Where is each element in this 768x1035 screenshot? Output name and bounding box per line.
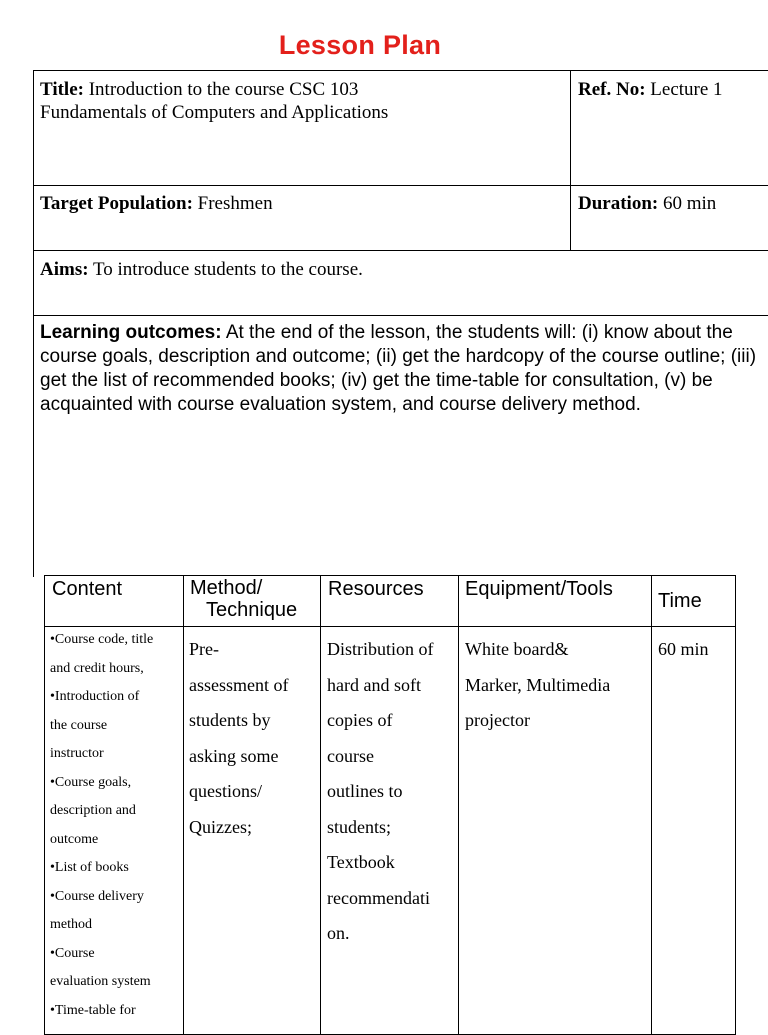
resources-line: course bbox=[327, 745, 374, 766]
header-content: Content bbox=[52, 578, 123, 600]
content-line: •Course bbox=[50, 945, 95, 961]
equipment-line: projector bbox=[465, 710, 530, 730]
time-column bbox=[658, 632, 709, 668]
method-line: assessment of bbox=[189, 674, 289, 695]
target-label: Target Population: bbox=[40, 193, 193, 214]
content-line: evaluation system bbox=[50, 974, 151, 989]
outcomes-row bbox=[33, 315, 768, 577]
plan-table bbox=[44, 575, 736, 1035]
document-title: Lesson Plan bbox=[278, 30, 442, 60]
content-line: the course bbox=[50, 717, 108, 733]
method-line: Quizzes; bbox=[189, 816, 252, 837]
resources-line: copies of bbox=[327, 710, 393, 730]
content-line: •Time-table for bbox=[50, 1002, 136, 1018]
method-column bbox=[189, 632, 288, 845]
resources-line: on. bbox=[327, 923, 350, 943]
title-row bbox=[33, 70, 768, 186]
method-line: Pre- bbox=[189, 639, 219, 659]
title-label: Title: bbox=[40, 79, 84, 100]
content-line: •Course delivery bbox=[50, 888, 144, 904]
ref-label: Ref. No: bbox=[578, 79, 646, 100]
outcomes-label: Learning outcomes: bbox=[40, 322, 222, 343]
col-divider-3 bbox=[458, 576, 459, 1034]
resources-line: students; bbox=[327, 816, 392, 837]
title-value-line2: Fundamentals of Computers and Applications bbox=[40, 102, 389, 123]
ref-value: Lecture 1 bbox=[650, 79, 723, 100]
title-value: Introduction to the course CSC 103 bbox=[88, 79, 359, 100]
duration-label: Duration: bbox=[578, 193, 659, 214]
target-cell bbox=[40, 192, 273, 215]
target-value: Freshmen bbox=[197, 193, 273, 214]
equipment-line: Marker, Multimedia bbox=[465, 674, 611, 695]
method-line: students by bbox=[189, 710, 271, 730]
content-column bbox=[50, 626, 153, 1025]
resources-line: Textbook bbox=[327, 852, 395, 872]
title-divider bbox=[570, 71, 571, 185]
content-line: •Introduction of bbox=[50, 689, 140, 704]
aims-row bbox=[33, 250, 768, 316]
content-line: outcome bbox=[50, 831, 99, 847]
header-method-line2: Technique bbox=[206, 599, 298, 621]
time-value: 60 min bbox=[658, 639, 709, 659]
content-line: method bbox=[50, 917, 92, 932]
aims-cell bbox=[40, 258, 363, 281]
content-line: •Course goals, bbox=[50, 774, 132, 790]
col-divider-2 bbox=[320, 576, 321, 1034]
resources-line: Distribution of bbox=[327, 639, 434, 659]
content-line: •List of books bbox=[50, 860, 129, 875]
target-row bbox=[33, 185, 768, 251]
outcomes-value: At the end of the lesson, the students will: (i) know about the course goals, description and outcome; (ii) get the hardcopy of the course outline; (iii) get the list of recommended books; (iv) get the time-table for consultation, (v) be acquainted with course evaluation system, and course delivery method. bbox=[40, 322, 757, 415]
outcomes-cell bbox=[40, 321, 764, 417]
content-line: •Course code, title bbox=[50, 632, 154, 647]
header-resources: Resources bbox=[328, 578, 424, 600]
header-method bbox=[190, 577, 320, 621]
method-line: questions/ bbox=[189, 781, 263, 801]
aims-value: To introduce students to the course. bbox=[92, 259, 363, 280]
col-divider-1 bbox=[183, 576, 184, 1034]
header-time: Time bbox=[658, 590, 702, 612]
duration-cell bbox=[578, 192, 716, 215]
col-divider-4 bbox=[651, 576, 652, 1034]
resources-line: outlines to bbox=[327, 781, 403, 801]
resources-line: recommendati bbox=[327, 887, 430, 908]
duration-value: 60 min bbox=[662, 193, 717, 214]
header-equipment: Equipment/Tools bbox=[465, 578, 613, 600]
aims-label: Aims: bbox=[40, 259, 89, 280]
ref-cell bbox=[578, 78, 723, 101]
title-cell bbox=[40, 78, 560, 124]
header-method-line1: Method/ bbox=[190, 577, 263, 599]
content-line: and credit hours, bbox=[50, 660, 144, 676]
resources-line: hard and soft bbox=[327, 674, 421, 695]
content-line: description and bbox=[50, 803, 136, 818]
content-line: instructor bbox=[50, 746, 104, 761]
equipment-column bbox=[465, 632, 610, 739]
resources-column bbox=[327, 632, 434, 952]
target-divider bbox=[570, 186, 571, 250]
equipment-line: White board& bbox=[465, 639, 569, 659]
method-line: asking some bbox=[189, 745, 279, 766]
